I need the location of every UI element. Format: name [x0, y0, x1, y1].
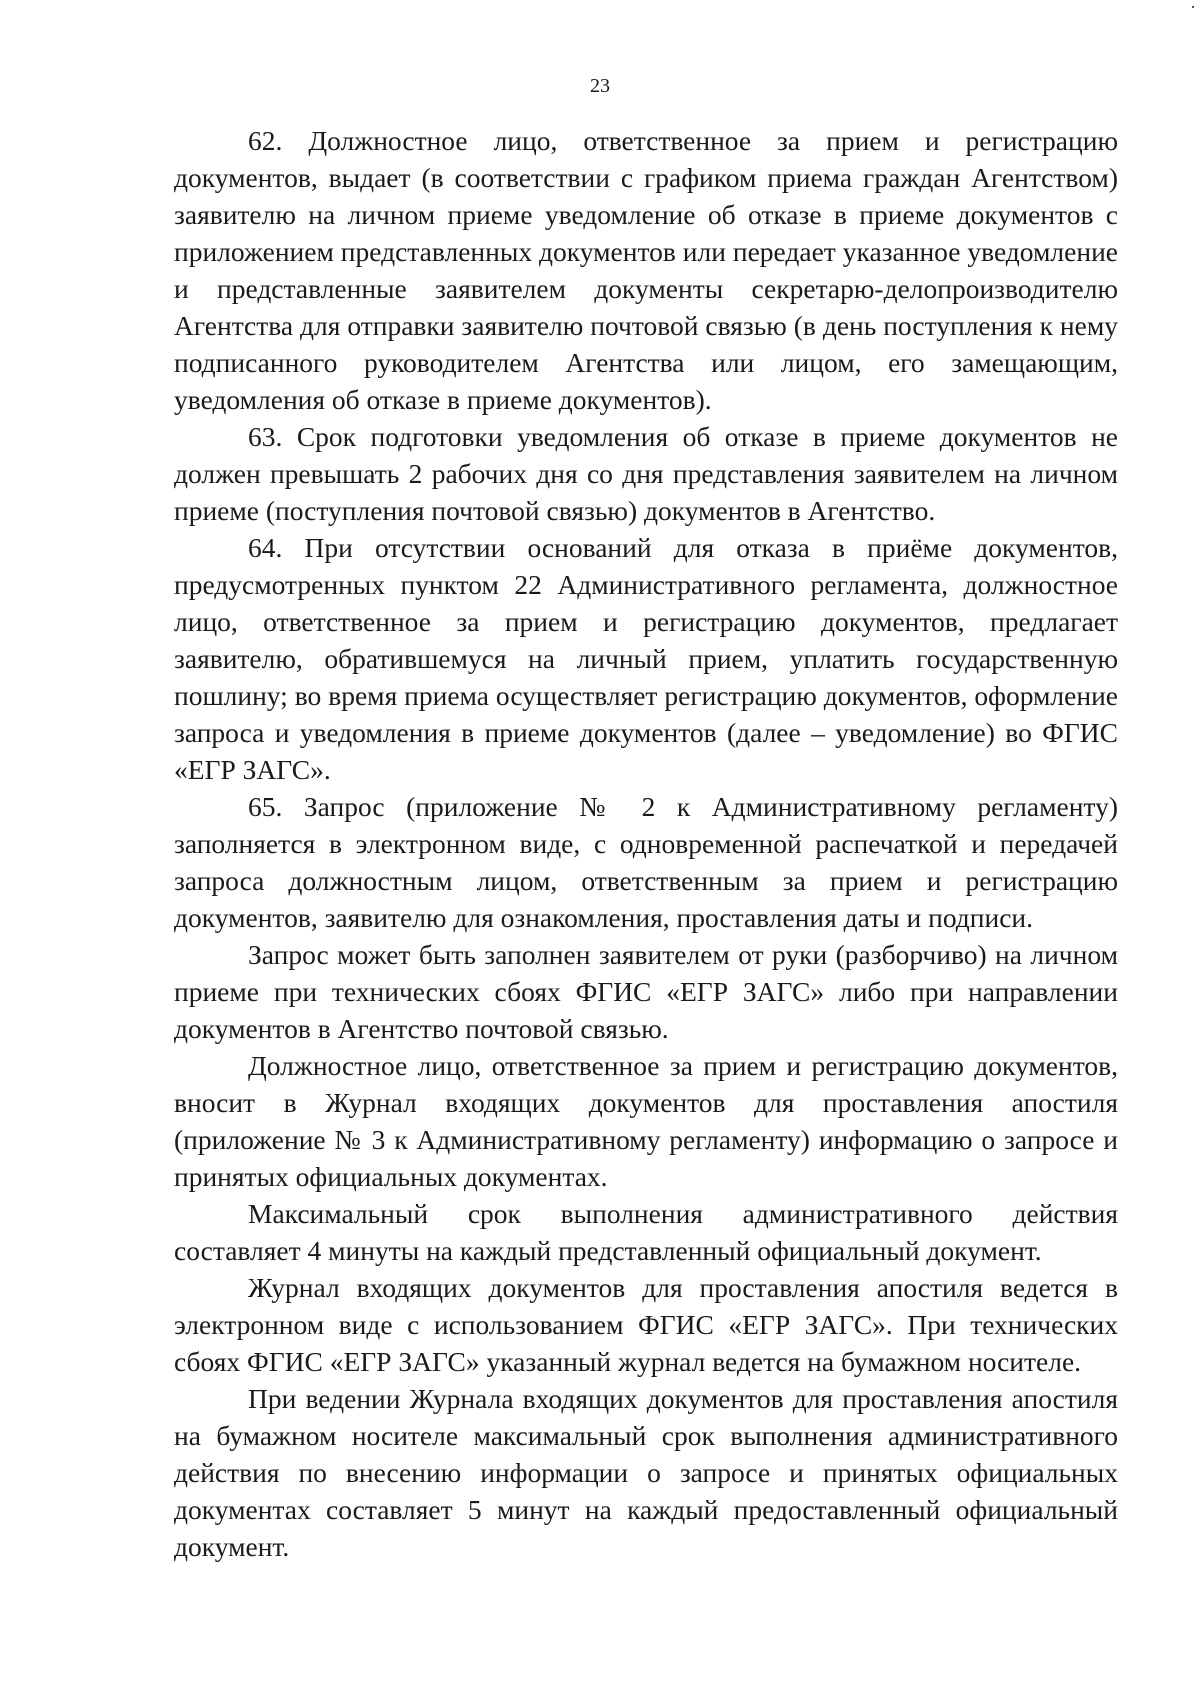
paragraph-65: 65. Запрос (приложение № 2 к Административному регламенту) заполняется в электронном виде, с одновременной распечаткой и передачей запроса должностным лицом, ответственным за прием и регистрацию документов, заявителю для ознакомления, проставления даты и подписи.: [174, 791, 1118, 933]
paragraph-63: 63. Срок подготовки уведомления об отказе в приеме документов не должен превышать 2 рабочих дня со дня представления заявителем на личном приеме (поступления почтовой связью) документов в Агентство.: [174, 421, 1118, 526]
page-number: 23: [590, 75, 610, 97]
paragraph-request-by-hand: Запрос может быть заполнен заявителем от руки (разборчиво) на личном приеме при технических сбоях ФГИС «ЕГР ЗАГС» либо при направлении документов в Агентство почтовой связью.: [174, 939, 1118, 1044]
paragraph-journal-electronic: Журнал входящих документов для проставления апостиля ведется в электронном виде с использованием ФГИС «ЕГР ЗАГС». При технических сбоях ФГИС «ЕГР ЗАГС» указанный журнал ведется на бумажном носителе.: [174, 1272, 1118, 1377]
paragraph-62: 62. Должностное лицо, ответственное за прием и регистрацию документов, выдает (в соответствии с графиком приема граждан Агентством) заявителю на личном приеме уведомление об отказе в приеме документов с приложением представленных документов или передает указанное уведомление и представленные заявителем документы секретарю-делопроизводителю Агентства для отправки заявителю почтовой связью (в день поступления к нему подписанного руководителем Агентства или лицом, его замещающим, уведомления об отказе в приеме документов).: [174, 125, 1118, 415]
paragraph-64: 64. При отсутствии оснований для отказа в приёме документов, предусмотренных пунктом 22 Административного регламента, должностное лицо, ответственное за прием и регистрацию документов, предлагает заявителю, обратившемуся на личный прием, уплатить государственную пошлину; во время приема осуществляет регистрацию документов, оформление запроса и уведомления в приеме документов (далее – уведомление) во ФГИС «ЕГР ЗАГС».: [174, 532, 1118, 785]
document-body: [174, 122, 1118, 1565]
paragraph-max-time-5: При ведении Журнала входящих документов для проставления апостиля на бумажном носителе максимальный срок выполнения административного действия по внесению информации о запросе и принятых официальных документах составляет 5 минут на каждый предоставленный официальный документ.: [174, 1383, 1118, 1562]
paragraph-max-time-4: Максимальный срок выполнения административного действия составляет 4 минуты на каждый представленный официальный документ.: [174, 1198, 1118, 1266]
paragraph-journal-entry: Должностное лицо, ответственное за прием и регистрацию документов, вносит в Журнал входящих документов для проставления апостиля (приложение № 3 к Административному регламенту) информацию о запросе и принятых официальных документах.: [174, 1050, 1118, 1192]
scan-mark: [1192, 6, 1194, 8]
